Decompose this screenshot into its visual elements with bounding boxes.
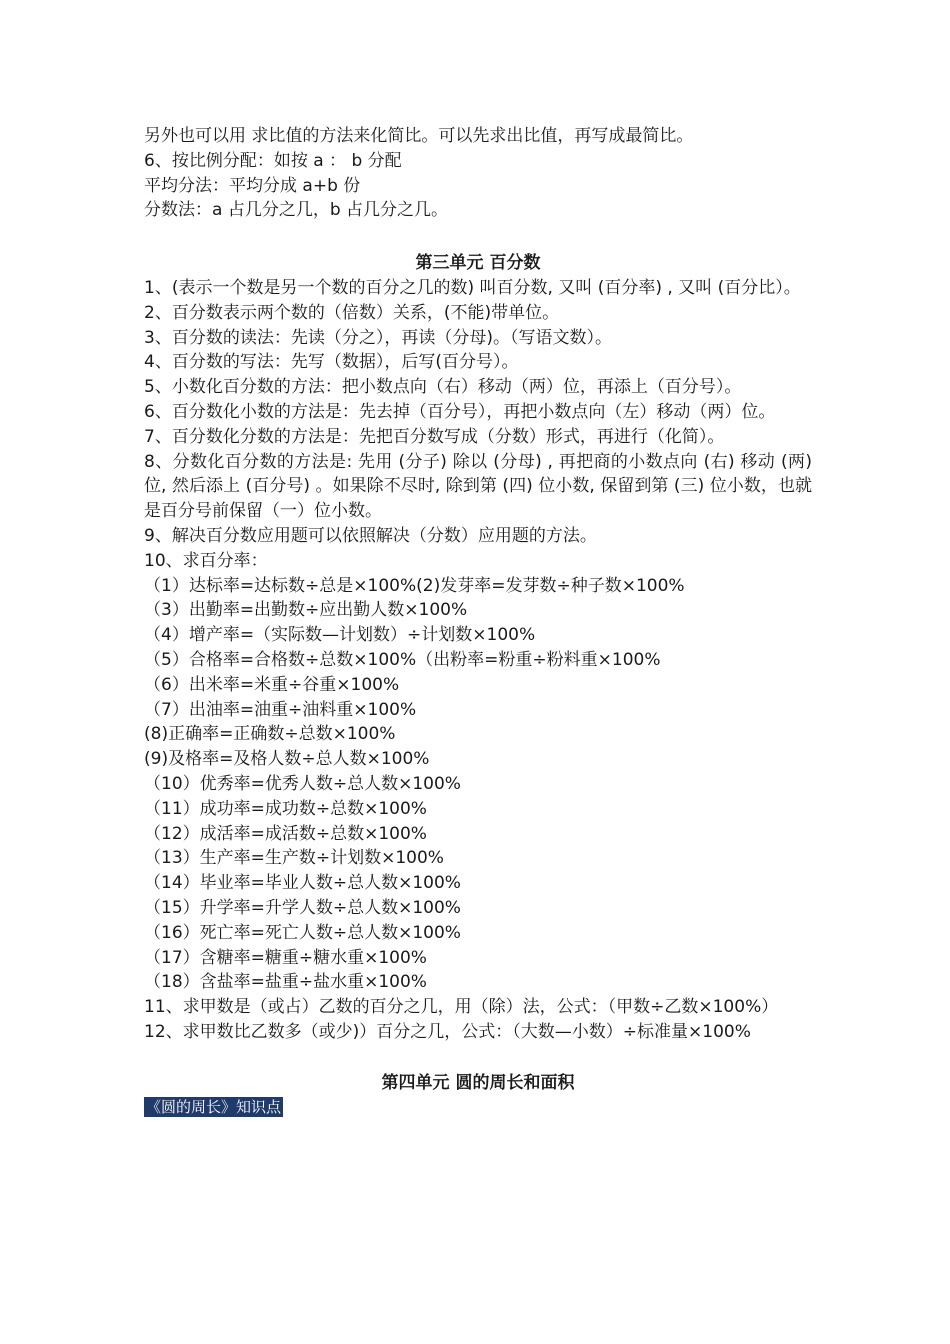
formula-line: （11）成功率=成功数÷总数×100% [144,798,427,819]
formula-line: （18）含盐率=盐重÷盐水重×100% [144,972,427,993]
formula-line: （16）死亡率=死亡人数÷总人数×100% [144,922,461,943]
highlighted-subheading: 《圆的周长》知识点 [146,1098,282,1117]
text-line: 平均分法：平均分成 a+b 份 [144,175,361,196]
formula-line: （12）成活率=成活数÷总数×100% [144,823,427,844]
list-item: 2、百分数表示两个数的（倍数）关系，(不能)带单位。 [144,302,560,323]
list-item: 6、百分数化小数的方法是：先去掉（百分号），再把小数点向（左）移动（两）位。 [144,401,776,422]
intro-section [144,124,812,223]
formula-line: （17）含糖率=糖重÷糖水重×100% [144,947,427,968]
formula-line: （13）生产率=生产数÷计划数×100% [144,848,444,869]
document-page [144,124,812,1117]
list-item: 9、解决百分数应用题可以依照解决（分数）应用题的方法。 [144,525,597,546]
formula-line: （10）优秀率=优秀人数÷总人数×100% [144,773,461,794]
list-item: 10、求百分率： [144,550,268,571]
formula-line: （7）出油率=油重÷油料重×100% [144,699,417,720]
list-item: 1、(表示一个数是另一个数的百分之几的数) 叫百分数, 又叫 (百分率) , 又叫 (百分比）。 [144,277,801,298]
formula-line: （14）毕业率=毕业人数÷总人数×100% [144,873,461,894]
formula-line: （15）升学率=升学人数÷总人数×100% [144,897,461,918]
unit3-tail [144,995,812,1045]
list-item: 3、百分数的读法：先读（分之），再读（分母)。（写语文数）。 [144,327,612,348]
spacer [144,1045,812,1067]
unit4-title: 第四单元 圆的周长和面积 [381,1072,575,1093]
formula-line: (9)及格率=及格人数÷总人数×100% [144,749,430,770]
spacer [144,223,812,247]
text-line: 6、按比例分配：如按 a ： b 分配 [144,150,402,171]
unit3-items [144,276,812,574]
unit3-formulas [144,574,812,996]
list-item: 8、分数化百分数的方法是: 先用 (分子) 除以 (分母) , 再把商的小数点向 (右) 移动 (两) 位, 然后添上 (百分号) 。如果除不尽时, 除到第 (四) 位小数, 保留到第 (三) 位小数，也就是百分号前保留（一）位小数。 [144,451,812,522]
list-item: 5、小数化百分数的方法：把小数点向（右）移动（两）位，再添上（百分号）。 [144,377,742,398]
formula-line: (8)正确率=正确数÷总数×100% [144,724,396,745]
formula-line: （3）出勤率=出勤数÷应出勤人数×100% [144,600,468,621]
formula-line: （4）增产率=（实际数—计划数）÷计划数×100% [144,625,536,646]
text-line: 分数法：a 占几分之几，b 占几分之几。 [144,200,449,221]
list-item: 11、求甲数是（或占）乙数的百分之几，用（除）法，公式：（甲数÷乙数×100%） [144,997,779,1018]
list-item: 7、百分数化分数的方法是：先把百分数写成（分数）形式，再进行（化简）。 [144,426,725,447]
list-item: 4、百分数的写法：先写（数据），后写(百分号）。 [144,352,519,373]
formula-line: （6）出米率=米重÷谷重×100% [144,674,400,695]
unit3-title: 第三单元 百分数 [415,253,541,274]
formula-line: （1）达标率=达标数÷总是×100%(2)发芽率=发芽数÷种子数×100% [144,575,685,596]
formula-line: （5）合格率=合格数÷总数×100%（出粉率=粉重÷粉料重×100% [144,649,661,670]
text-line: 另外也可以用 求比值的方法来化简比。可以先求出比值，再写成最简比。 [144,126,694,146]
list-item: 12、求甲数比乙数多（或少)）百分之几，公式：（大数—小数）÷标准量×100% [144,1021,751,1042]
